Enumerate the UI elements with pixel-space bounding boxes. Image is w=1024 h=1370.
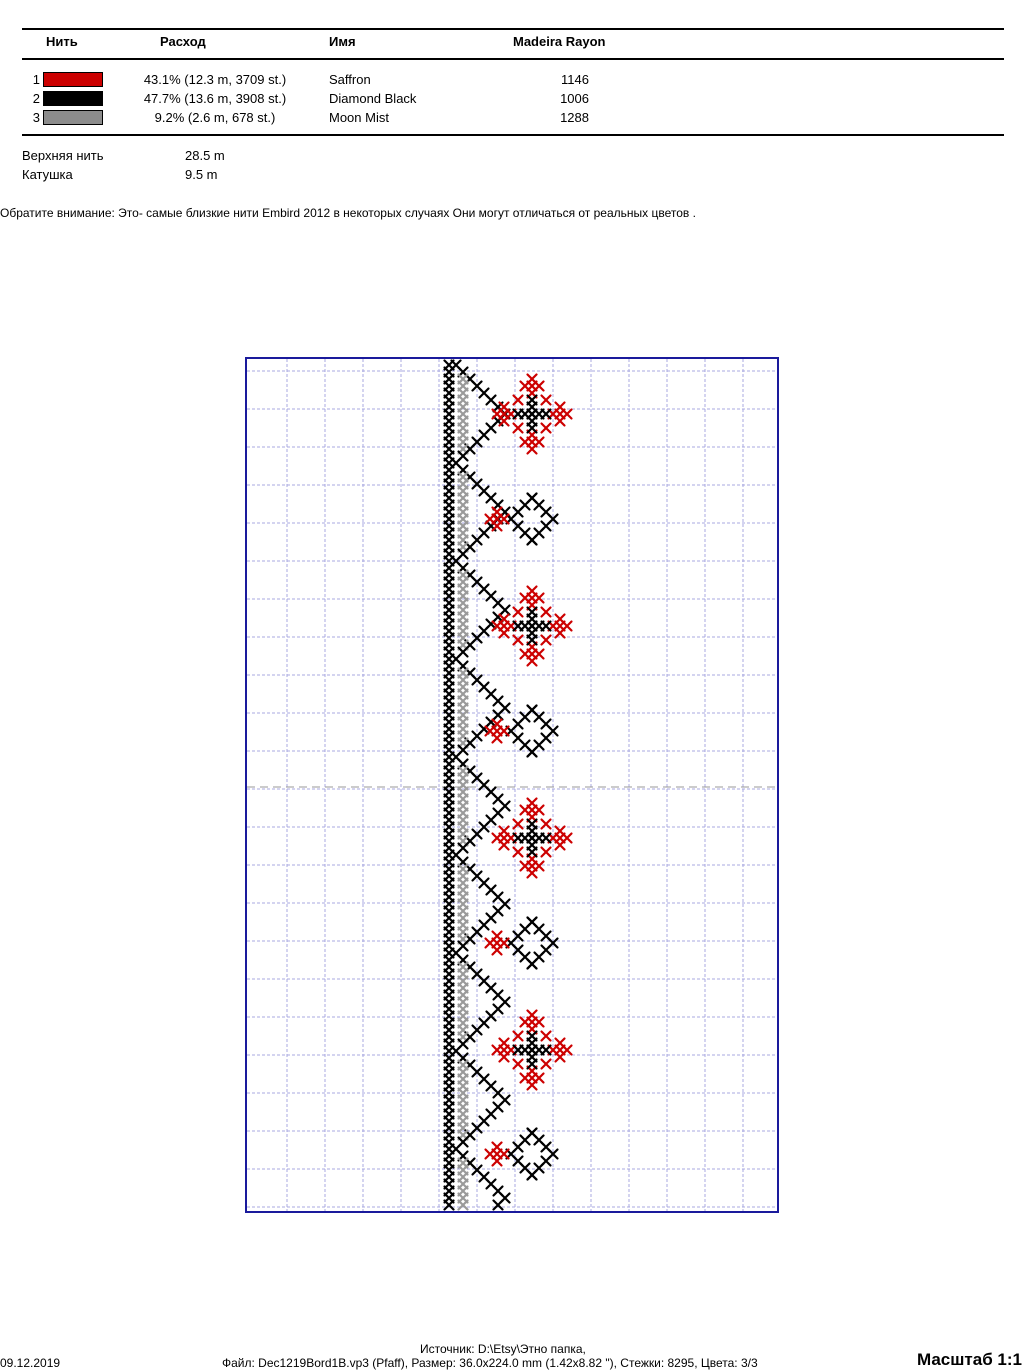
thread-usage: 43.1% (12.3 m, 3709 st.) xyxy=(143,72,287,87)
thread-code: 1006 xyxy=(560,91,589,106)
cross-stitch xyxy=(563,1046,572,1055)
color-swatch xyxy=(43,110,103,125)
thread-code: 1146 xyxy=(561,72,589,87)
top-thread-value: 28.5 m xyxy=(185,148,225,163)
cross-stitch xyxy=(542,608,551,617)
color-swatch xyxy=(43,72,103,87)
table-bottom-rule xyxy=(22,134,1004,136)
thread-row xyxy=(0,90,700,108)
bobbin-value: 9.5 m xyxy=(185,167,218,182)
cross-stitch xyxy=(528,1060,537,1069)
cross-stitch xyxy=(514,424,523,433)
scale-label: Масштаб 1:1 xyxy=(916,1350,1022,1369)
cross-stitch xyxy=(535,806,544,815)
thread-number: 2 xyxy=(32,91,40,106)
footer-date: 09.12.2019 xyxy=(0,1356,61,1370)
thread-code: 1288 xyxy=(560,110,589,125)
cross-stitch xyxy=(542,820,551,829)
top-thread-label: Верхняя нить xyxy=(22,148,104,163)
cross-stitch xyxy=(542,1060,551,1069)
cross-stitch xyxy=(494,1201,503,1210)
cross-stitch xyxy=(542,396,551,405)
cross-stitch xyxy=(528,848,537,857)
thread-name: Moon Mist xyxy=(329,110,389,125)
footer-source: Источник: D:\Etsy\Этно папка, xyxy=(420,1342,586,1356)
cross-stitch xyxy=(563,834,572,843)
cross-stitch xyxy=(500,939,509,948)
cross-stitch xyxy=(500,1150,509,1159)
cross-stitch xyxy=(542,1046,551,1055)
cross-stitch xyxy=(535,1018,544,1027)
embroidery-pattern xyxy=(247,359,777,1211)
thread-number: 3 xyxy=(32,110,40,125)
cross-stitch xyxy=(542,834,551,843)
header-thread: Нить xyxy=(46,34,78,49)
color-swatch xyxy=(43,91,103,106)
cross-stitch xyxy=(459,1201,468,1210)
header-brand: Madeira Rayon xyxy=(513,34,606,49)
header-rule xyxy=(22,58,1004,60)
thread-usage: 47.7% (13.6 m, 3908 st.) xyxy=(143,91,287,106)
thread-number: 1 xyxy=(32,72,40,87)
cross-stitch xyxy=(563,410,572,419)
cross-stitch xyxy=(542,1032,551,1041)
cross-stitch xyxy=(542,636,551,645)
thread-name: Saffron xyxy=(329,72,371,87)
thread-row xyxy=(0,109,700,127)
cross-stitch xyxy=(500,727,509,736)
bobbin-label: Катушка xyxy=(22,167,73,182)
cross-stitch xyxy=(535,650,544,659)
cross-stitch xyxy=(535,594,544,603)
cross-stitch xyxy=(445,1201,454,1210)
cross-stitch xyxy=(535,438,544,447)
thread-usage: 9.2% (2.6 m, 678 st.) xyxy=(154,110,276,125)
header-name: Имя xyxy=(329,34,356,49)
footer-file-info: Файл: Dec1219Bord1B.vp3 (Pfaff), Размер: 36.0x224.0 mm (1.42x8.82 "), Стежки: 8295, Цвета: 3/3 xyxy=(222,1356,758,1370)
cross-stitch xyxy=(542,424,551,433)
cross-stitch xyxy=(542,622,551,631)
disclaimer-note: Обратите внимание: Это- самые близкие нити Embird 2012 в некоторых случаях Они могут отличаться от реальных цветов . xyxy=(0,206,696,220)
cross-stitch xyxy=(535,862,544,871)
thread-name: Diamond Black xyxy=(329,91,417,106)
cross-stitch xyxy=(535,382,544,391)
cross-stitch xyxy=(535,1074,544,1083)
cross-stitch xyxy=(563,622,572,631)
embroidery-preview xyxy=(245,357,779,1213)
top-rule xyxy=(22,28,1004,30)
header-usage: Расход xyxy=(160,34,206,49)
cross-stitch xyxy=(500,515,509,524)
cross-stitch xyxy=(542,848,551,857)
thread-row xyxy=(0,71,700,89)
cross-stitch xyxy=(528,424,537,433)
cross-stitch xyxy=(542,410,551,419)
